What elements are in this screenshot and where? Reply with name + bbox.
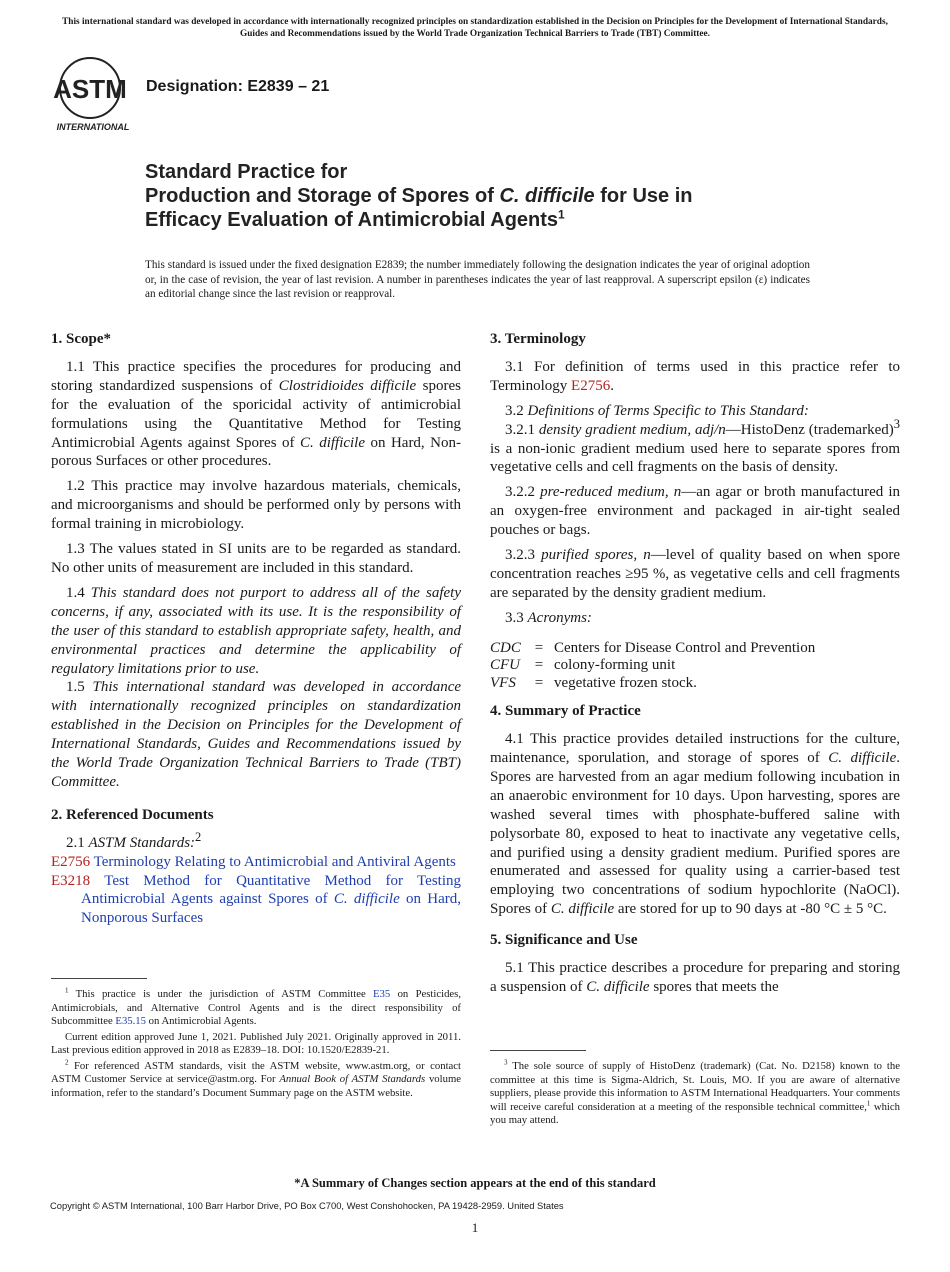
link-e35-15[interactable]: E35.15 bbox=[115, 1015, 146, 1027]
document-title bbox=[145, 160, 905, 232]
footnote-1-edition: Current edition approved June 1, 2021. Published July 2021. Originally approved in 2011. Last previous edition approved in 2018 as E2839–18. DOI: 10.1520/E2839-21. bbox=[51, 1030, 461, 1056]
paragraph-3-2-3: 3.2.3 purified spores, n—level of quality based on when spore concentration reaches ≥95 %, as vegetative cells and cell fragments are separated by the density gradient medium. bbox=[490, 547, 900, 601]
title-line-3: Efficacy Evaluation of Antimicrobial Agents$^1$ bbox=[145, 207, 565, 231]
paragraph-3-3: 3.3 Acronyms: bbox=[505, 609, 592, 626]
section-heading-scope: 1. Scope* bbox=[51, 331, 111, 347]
footnote-divider-right bbox=[490, 1050, 586, 1051]
acronym-row: VFS = vegetative frozen stock. bbox=[490, 674, 697, 691]
paragraph-3-2-2: 3.2.2 pre-reduced medium, n—an agar or broth manufactured in an oxygen-free environment and packaged in air-tight sealed pouches or bags. bbox=[490, 484, 901, 539]
logo-subtext: INTERNATIONAL bbox=[56, 122, 130, 132]
copyright-line: Copyright © ASTM International, 100 Barr Harbor Drive, PO Box C700, West Conshohocken, PA 19428-2959. United States bbox=[50, 1200, 564, 1211]
reference-e3218[interactable]: E3218 Test Method for Quantitative Method for Testing Antimicrobial Agents against Spores of C. difficile on Hard, Nonporous Surfaces bbox=[51, 872, 461, 927]
footnote-divider-left bbox=[51, 978, 147, 979]
designation-label: Designation: E2839 bbox=[146, 78, 294, 95]
link-e2756[interactable]: E2756 bbox=[571, 377, 611, 394]
paragraph-2-1: 2.1 ASTM Standards:$^2$ bbox=[66, 829, 202, 851]
paragraph-1-4: 1.4 This standard does not purport to address all of the safety concerns, if any, associated with its use. It is the responsibility of the user of this standard to establish appropriate safety, health, and environmental practices and determine the applicability of regulatory limitations prior to use. bbox=[51, 584, 461, 677]
section-heading-significance: 5. Significance and Use bbox=[490, 932, 638, 949]
paragraph-1-5: 1.5 This international standard was developed in accordance with internationally recognized principles on standardization established in the Decision on Principles for the Development of International Standards, Guides and Recommendations issued by the World Trade Organization Technical Barriers to Trade (TBT) Committee. bbox=[51, 679, 462, 790]
summary-of-changes-note: *A Summary of Changes section appears at the end of this standard bbox=[294, 1176, 656, 1190]
paragraph-1-1: 1.1 This practice specifies the procedures for producing and storing standardized suspensions of Clostridioides difficile spores for the evaluation of the sporicidal activity of antimicrobial formulations using the Quantitative Method for Testing Antimicrobial Agents against Spores of C. difficile on Hard, Non-porous Surfaces or other procedures. bbox=[51, 358, 461, 470]
footnote-3: $^3$ The sole source of supply of HistoDenz (trademark) (Cat. No. D2158) known to the committee at this time is Sigma-Aldrich, St. Louis, MO. If you are aware of alternative suppliers, please provide this information to ASTM International Headquarters. Your comments will receive careful consideration at a meeting of the responsible technical committee,$^1$ which you may attend. bbox=[490, 1058, 900, 1126]
link-e35[interactable]: E35 bbox=[373, 988, 391, 1000]
footnote-2: $^2$ For referenced ASTM standards, visit the ASTM website, www.astm.org, or contact ASTM Customer Service at service@astm.org. For Annual Book of ASTM Standards volume information, refer to the standard’s Document Summary page on the ASTM website. bbox=[51, 1057, 461, 1099]
footnote-1: $^1$ This practice is under the jurisdiction of ASTM Committee E35 on Pesticides, Antimicrobials, and Alternative Control Agents and is the direct responsibility of Subcommittee E35.15 on Antimicrobial Agents. bbox=[51, 986, 461, 1027]
paragraph-3-1: 3.1 For definition of terms used in this practice refer to Terminology E2756. bbox=[490, 358, 900, 394]
title-line-1: Standard Practice for bbox=[145, 161, 348, 183]
paragraph-3-2-1: 3.2.1 density gradient medium, adj/n—HistoDenz (trademarked)$^3$ is a non-ionic gradient medium used here to separate spores from vegetative cells and cell fragments on the basis of density. bbox=[490, 416, 900, 476]
acronym-row: CFU = colony-forming unit bbox=[490, 657, 676, 674]
page-number: 1 bbox=[471, 1220, 479, 1235]
logo-text: ASTM bbox=[53, 74, 127, 104]
designation-dash: – bbox=[298, 78, 307, 95]
section-heading-summary: 4. Summary of Practice bbox=[490, 703, 641, 720]
left-column bbox=[51, 330, 461, 928]
designation-year: 21 bbox=[311, 78, 330, 95]
title-line-2: Production and Storage of Spores of C. difficile for Use in bbox=[145, 185, 693, 207]
section-heading-referenced: 2. Referenced Documents bbox=[51, 806, 214, 823]
paragraph-5-1: 5.1 This practice describes a procedure for preparing and storing a suspension of C. difficile spores that meets the bbox=[490, 960, 900, 995]
section-heading-terminology: 3. Terminology bbox=[490, 331, 586, 347]
paragraph-1-3: 1.3 The values stated in SI units are to be regarded as standard. No other units of measurement are included in this standard. bbox=[51, 541, 461, 576]
astm-logo bbox=[52, 56, 134, 134]
footnotes-left bbox=[51, 988, 461, 1102]
reference-e2756[interactable]: E2756 Terminology Relating to Antimicrobial and Antiviral Agents bbox=[51, 853, 456, 870]
acronym-list bbox=[490, 640, 900, 693]
paragraph-1-2: 1.2 This practice may involve hazardous materials, chemicals, and microorganisms and should be performed only by persons with formal training in microbiology. bbox=[51, 478, 461, 533]
issued-note: This standard is issued under the fixed designation E2839; the number immediately following the designation indicates the year of original adoption or, in the case of revision, the year of last revision. A number in parentheses indicates the year of last reapproval. A superscript epsilon (ε) indicates an editorial change since the last revision or reapproval. bbox=[145, 259, 810, 301]
right-column bbox=[490, 330, 900, 1003]
footnotes-right bbox=[490, 1060, 900, 1130]
paragraph-3-2: 3.2 Definitions of Terms Specific to This Standard: bbox=[505, 402, 809, 419]
paragraph-4-1: 4.1 This practice provides detailed instructions for the culture, maintenance, sporulation, and storage of spores of C. difficile. Spores are harvested from an agar medium following incubation in an anaerobic environment for 10 days. Upon harvesting, spores are washed several times with phosphate-buffered saline with polysorbate 80, exposed to heat to inactivate any vegetative cells, and purified using a density gradient medium. Purified spores are enumerated and assessed for quality using a carrier-based test employing two concentrations of sodium hypochlorite (NaOCl). Spores of C. difficile are stored for up to 90 days at -80 °C ± 5 °C. bbox=[490, 731, 901, 918]
designation bbox=[146, 78, 329, 96]
top-notice: This international standard was developed in accordance with internationally recognized principles on standardization established in the Decision on Principles for the Development of International Standards, Guides and Recommendations issued by the World Trade Organization Technical Barriers to Trade (TBT) Committee. bbox=[62, 17, 888, 39]
acronym-row: CDC = Centers for Disease Control and Prevention bbox=[490, 639, 816, 656]
